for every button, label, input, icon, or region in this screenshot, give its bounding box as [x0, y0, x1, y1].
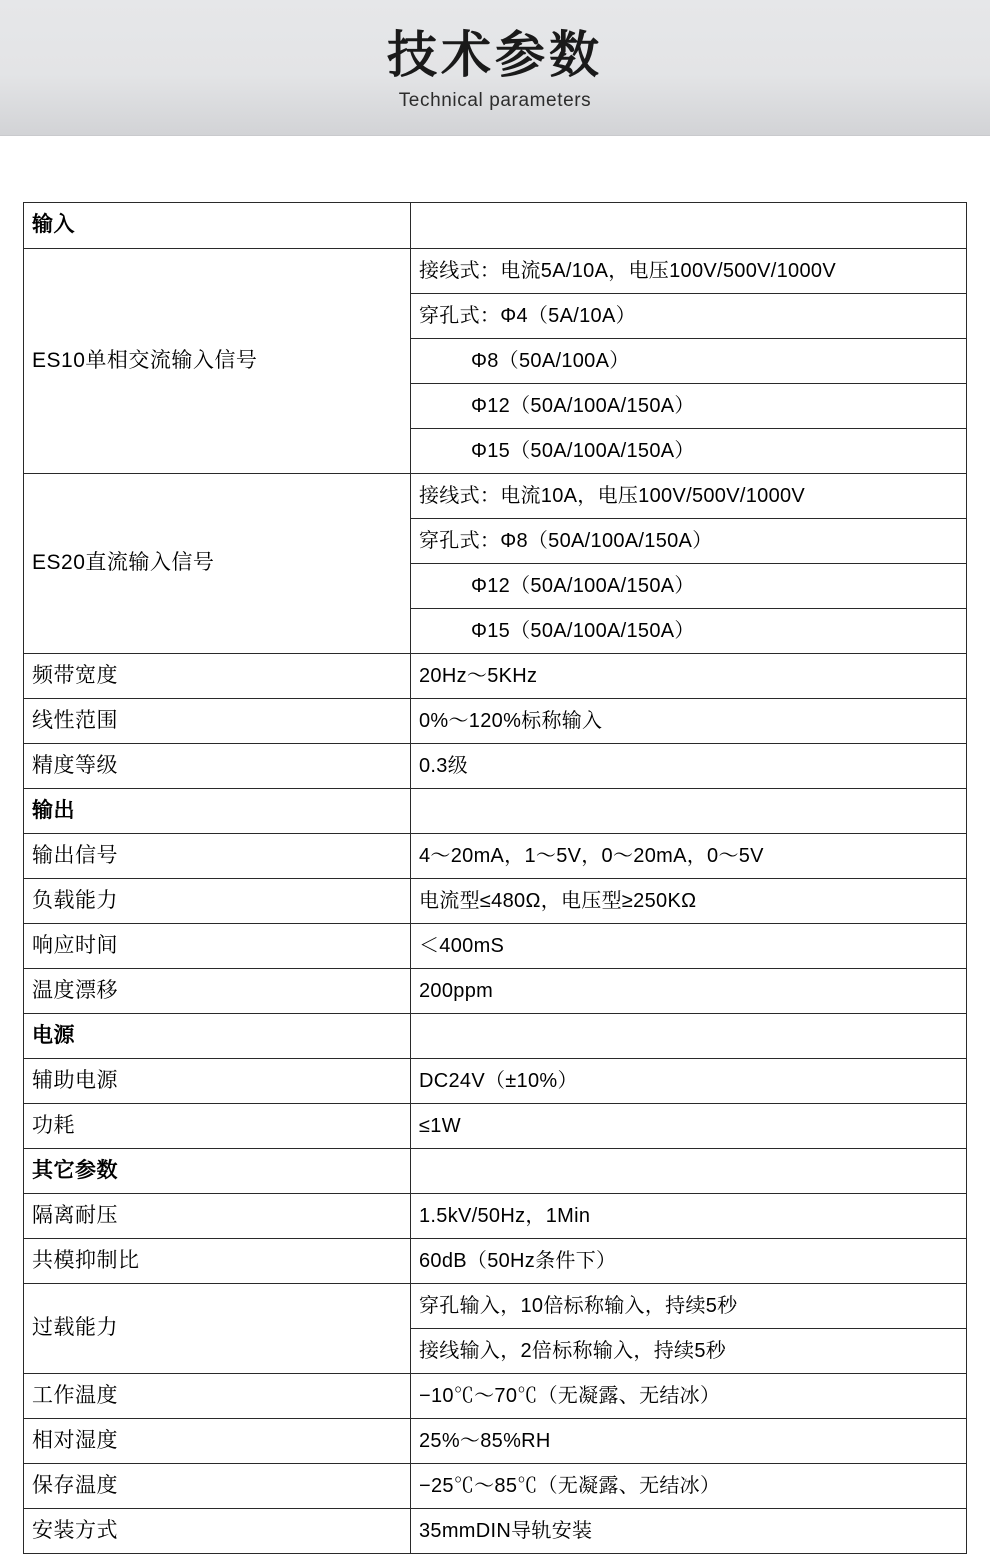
- table-row: [24, 654, 967, 699]
- row-value-es10-4: Φ12（50A/100A/150A）: [411, 384, 967, 429]
- table-row: [24, 1194, 967, 1239]
- row-label-humidity: 相对湿度: [24, 1419, 411, 1464]
- section-label-other: 其它参数: [24, 1149, 411, 1194]
- row-value-accuracy: 0.3级: [411, 744, 967, 789]
- row-label-es20: ES20直流输入信号: [24, 474, 411, 654]
- spec-table-container: [0, 136, 990, 1554]
- row-value-consumption: ≤1W: [411, 1104, 967, 1149]
- row-label-isolation: 隔离耐压: [24, 1194, 411, 1239]
- row-value-bandwidth: 20Hz～5KHz: [411, 654, 967, 699]
- table-row: [24, 1059, 967, 1104]
- table-row: [24, 789, 967, 834]
- section-label-output: 输出: [24, 789, 411, 834]
- row-label-accuracy: 精度等级: [24, 744, 411, 789]
- row-label-es10: ES10单相交流输入信号: [24, 249, 411, 474]
- row-value-storage-temp: −25℃～85℃（无凝露、无结冰）: [411, 1464, 967, 1509]
- row-value-es10-5: Φ15（50A/100A/150A）: [411, 429, 967, 474]
- row-value-es20-3: Φ12（50A/100A/150A）: [411, 564, 967, 609]
- table-row: [24, 969, 967, 1014]
- row-label-consumption: 功耗: [24, 1104, 411, 1149]
- row-value-es10-1: 接线式：电流5A/10A，电压100V/500V/1000V: [411, 249, 967, 294]
- table-row: [24, 1509, 967, 1554]
- page-title: 技术参数: [387, 27, 603, 84]
- row-value-es20-1: 接线式：电流10A，电压100V/500V/1000V: [411, 474, 967, 519]
- row-value-operating-temp: −10℃～70℃（无凝露、无结冰）: [411, 1374, 967, 1419]
- table-row: [24, 249, 967, 294]
- technical-parameters-table: [23, 202, 967, 1554]
- table-row: [24, 1149, 967, 1194]
- row-label-output-signal: 输出信号: [24, 834, 411, 879]
- table-row: [24, 1284, 967, 1329]
- row-value-response-time: ＜400mS: [411, 924, 967, 969]
- row-label-load-capacity: 负载能力: [24, 879, 411, 924]
- row-value-es10-2: 穿孔式：Φ4（5A/10A）: [411, 294, 967, 339]
- row-value-es10-3: Φ8（50A/100A）: [411, 339, 967, 384]
- row-value-temp-drift: 200ppm: [411, 969, 967, 1014]
- row-label-linear-range: 线性范围: [24, 699, 411, 744]
- section-value-empty: [411, 203, 967, 249]
- page-subtitle: Technical parameters: [398, 89, 592, 111]
- row-label-operating-temp: 工作温度: [24, 1374, 411, 1419]
- row-value-overload-1: 穿孔输入，10倍标称输入，持续5秒: [411, 1284, 967, 1329]
- row-value-overload-2: 接线输入，2倍标称输入，持续5秒: [411, 1329, 967, 1374]
- row-value-es20-4: Φ15（50A/100A/150A）: [411, 609, 967, 654]
- row-label-bandwidth: 频带宽度: [24, 654, 411, 699]
- table-row: [24, 699, 967, 744]
- table-row: [24, 1419, 967, 1464]
- section-label-power: 电源: [24, 1014, 411, 1059]
- table-row: [24, 1464, 967, 1509]
- row-value-cmrr: 60dB（50Hz条件下）: [411, 1239, 967, 1284]
- row-value-linear-range: 0%～120%标称输入: [411, 699, 967, 744]
- table-row: [24, 1239, 967, 1284]
- row-value-load-capacity: 电流型≤480Ω，电压型≥250KΩ: [411, 879, 967, 924]
- row-value-output-signal: 4～20mA，1～5V，0～20mA，0～5V: [411, 834, 967, 879]
- table-row: [24, 1014, 967, 1059]
- row-label-overload: 过载能力: [24, 1284, 411, 1374]
- table-row: [24, 474, 967, 519]
- section-value-empty: [411, 1014, 967, 1059]
- table-row: [24, 744, 967, 789]
- page-header: [0, 0, 990, 136]
- row-label-temp-drift: 温度漂移: [24, 969, 411, 1014]
- section-value-empty: [411, 1149, 967, 1194]
- table-row: [24, 203, 967, 249]
- row-label-cmrr: 共模抑制比: [24, 1239, 411, 1284]
- table-row: [24, 1374, 967, 1419]
- table-row: [24, 879, 967, 924]
- table-row: [24, 834, 967, 879]
- section-label-input: 输入: [24, 203, 411, 249]
- row-label-response-time: 响应时间: [24, 924, 411, 969]
- row-label-storage-temp: 保存温度: [24, 1464, 411, 1509]
- row-label-aux-power: 辅助电源: [24, 1059, 411, 1104]
- section-value-empty: [411, 789, 967, 834]
- row-value-mounting: 35mmDIN导轨安装: [411, 1509, 967, 1554]
- row-value-isolation: 1.5kV/50Hz，1Min: [411, 1194, 967, 1239]
- table-row: [24, 924, 967, 969]
- row-value-aux-power: DC24V（±10%）: [411, 1059, 967, 1104]
- row-label-mounting: 安装方式: [24, 1509, 411, 1554]
- row-value-es20-2: 穿孔式：Φ8（50A/100A/150A）: [411, 519, 967, 564]
- table-row: [24, 1104, 967, 1149]
- row-value-humidity: 25%～85%RH: [411, 1419, 967, 1464]
